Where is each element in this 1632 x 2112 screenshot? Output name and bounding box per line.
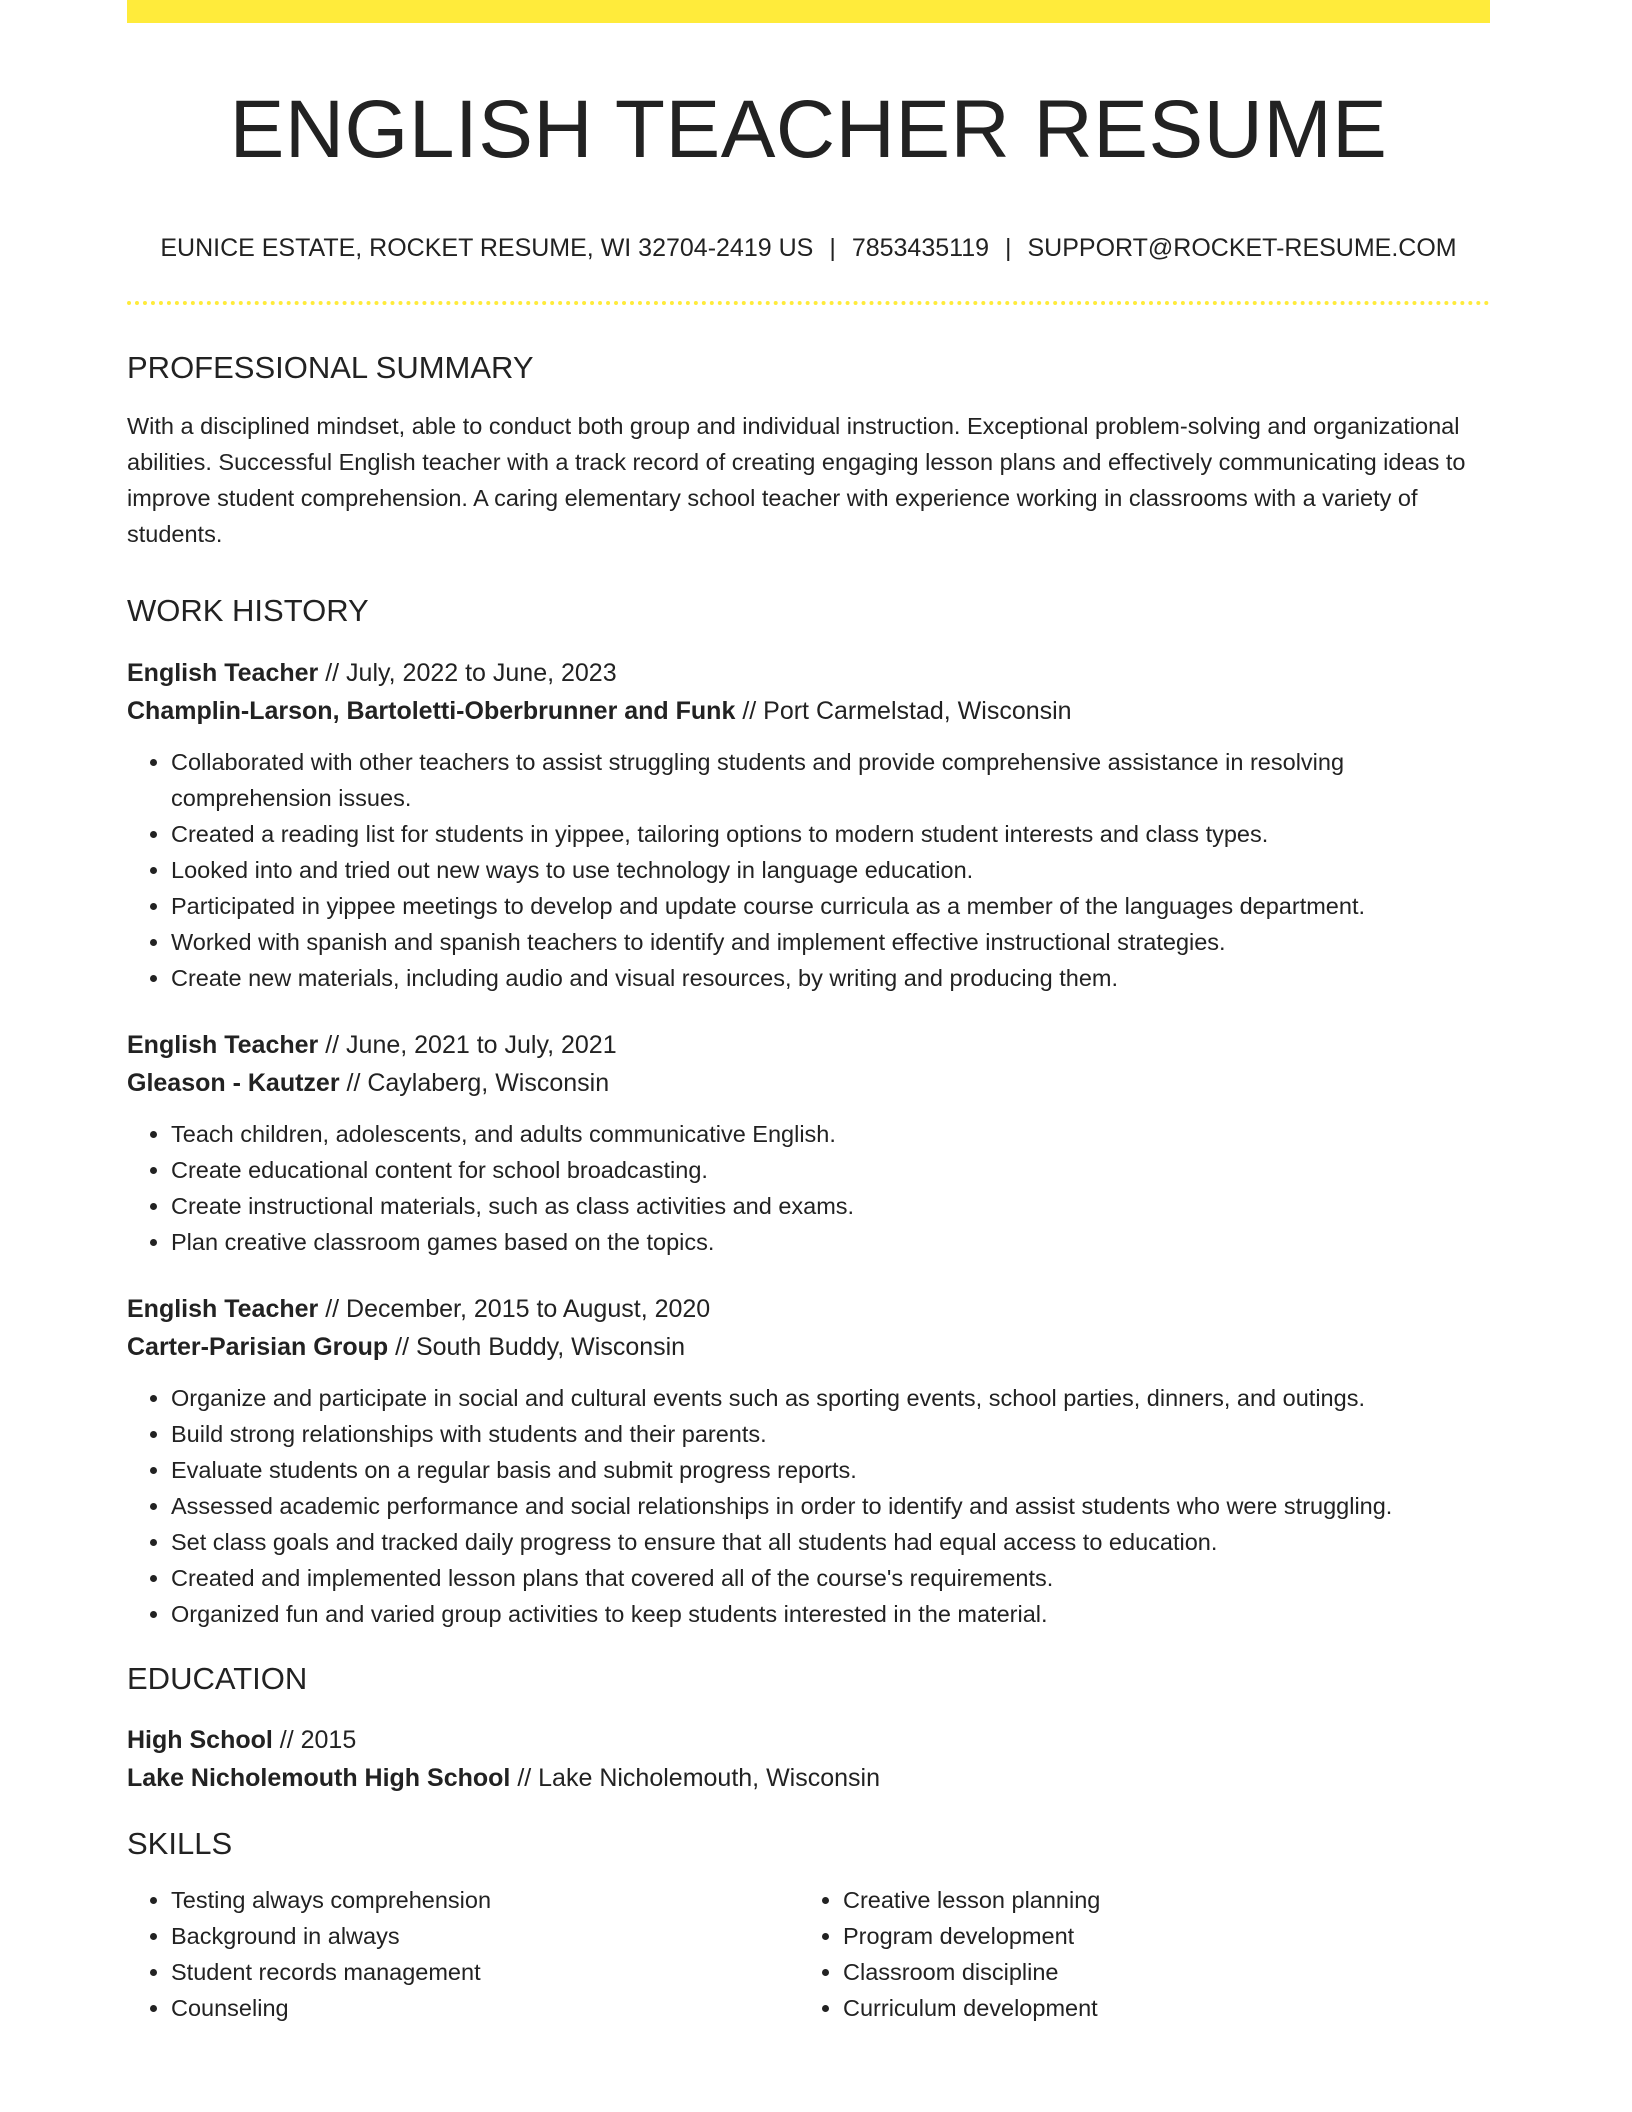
job-location: // Caylaberg, Wisconsin [339, 1068, 610, 1097]
list-item: • Create new materials, including audio and visual resources, by writing and producing them. [171, 960, 1490, 996]
education-location: // Lake Nicholemouth, Wisconsin [510, 1763, 880, 1792]
contact-line [127, 233, 1490, 263]
skills-left-list [127, 1882, 799, 2026]
skill-item: • Classroom discipline [843, 1954, 1471, 1990]
contact-address: EUNICE ESTATE, ROCKET RESUME, WI 32704-2419 US [160, 234, 814, 263]
skill-item: • Curriculum development [843, 1990, 1471, 2026]
skill-item: • Counseling [171, 1990, 799, 2026]
list-item: • Evaluate students on a regular basis and submit progress reports. [171, 1452, 1490, 1488]
resume-page [127, 0, 1490, 2026]
job-bullets [127, 744, 1490, 996]
education-degree-line [127, 1721, 1490, 1759]
list-item: • Looked into and tried out new ways to use technology in language education. [171, 852, 1490, 888]
education-school: Lake Nicholemouth High School [127, 1763, 511, 1792]
list-item: • Collaborated with other teachers to assist struggling students and provide comprehensive assistance in resolving comprehension issues. [171, 744, 1490, 816]
job-role: English Teacher [127, 658, 319, 687]
list-item: • Create educational content for school broadcasting. [171, 1152, 1490, 1188]
job-dates: // December, 2015 to August, 2020 [318, 1294, 711, 1323]
education-entry [127, 1721, 1490, 1797]
list-item: • Created and implemented lesson plans that covered all of the course's requirements. [171, 1560, 1490, 1596]
dotted-divider [127, 301, 1490, 305]
contact-separator: | [1005, 234, 1012, 263]
skills-columns [127, 1882, 1490, 2026]
summary-heading: PROFESSIONAL SUMMARY [127, 350, 534, 386]
list-item: • Set class goals and tracked daily progress to ensure that all students had equal access to education. [171, 1524, 1490, 1560]
work-history-heading: WORK HISTORY [127, 593, 369, 629]
education-school-line [127, 1759, 1490, 1797]
job-role: English Teacher [127, 1294, 319, 1323]
job-company-line [127, 1064, 1490, 1102]
skill-item: • Student records management [171, 1954, 799, 1990]
job-location: // Port Carmelstad, Wisconsin [735, 696, 1072, 725]
list-item: • Organized fun and varied group activities to keep students interested in the material. [171, 1596, 1490, 1632]
skill-item: • Testing always comprehension [171, 1882, 799, 1918]
list-item: • Build strong relationships with students and their parents. [171, 1416, 1490, 1452]
skills-right-list [799, 1882, 1471, 2026]
job-entry [127, 1290, 1490, 1632]
job-company: Gleason - Kautzer [127, 1068, 340, 1097]
list-item: • Created a reading list for students in yippee, tailoring options to modern student interests and class types. [171, 816, 1490, 852]
job-entry [127, 1026, 1490, 1260]
accent-top-bar [127, 0, 1490, 23]
job-location: // South Buddy, Wisconsin [388, 1332, 686, 1361]
skill-item: • Creative lesson planning [843, 1882, 1471, 1918]
list-item: • Create instructional materials, such as class activities and exams. [171, 1188, 1490, 1224]
education-degree: High School [127, 1725, 273, 1754]
job-company: Carter-Parisian Group [127, 1332, 389, 1361]
contact-separator: | [829, 234, 836, 263]
skill-item: • Program development [843, 1918, 1471, 1954]
education-heading: EDUCATION [127, 1660, 308, 1696]
education-year: // 2015 [272, 1725, 357, 1754]
skills-heading: SKILLS [127, 1825, 233, 1861]
job-dates: // July, 2022 to June, 2023 [318, 658, 617, 687]
list-item: • Teach children, adolescents, and adults communicative English. [171, 1116, 1490, 1152]
list-item: • Organize and participate in social and cultural events such as sporting events, school parties, dinners, and outings. [171, 1380, 1490, 1416]
job-entry [127, 654, 1490, 996]
job-bullets [127, 1116, 1490, 1260]
skill-item: • Background in always [171, 1918, 799, 1954]
job-role: English Teacher [127, 1030, 319, 1059]
job-role-line [127, 654, 1490, 692]
list-item: • Plan creative classroom games based on the topics. [171, 1224, 1490, 1260]
job-role-line [127, 1026, 1490, 1064]
summary-text: With a disciplined mindset, able to conduct both group and individual instruction. Exceptional problem-solving and organizational abilities. Successful English teacher with a track record of creating engaging lesson plans and effectively communicating ideas to improve student comprehension. A caring elementary school teacher with experience working in classrooms with a variety of students. [127, 413, 1466, 548]
contact-phone: 7853435119 [851, 234, 989, 263]
job-bullets [127, 1380, 1490, 1632]
resume-title: ENGLISH TEACHER RESUME [229, 84, 1388, 175]
job-company: Champlin-Larson, Bartoletti-Oberbrunner and Funk [127, 696, 736, 725]
job-dates: // June, 2021 to July, 2021 [318, 1030, 617, 1059]
list-item: • Worked with spanish and spanish teachers to identify and implement effective instructional strategies. [171, 924, 1490, 960]
contact-email: SUPPORT@ROCKET-RESUME.COM [1027, 234, 1457, 263]
job-role-line [127, 1290, 1490, 1328]
list-item: • Participated in yippee meetings to develop and update course curricula as a member of the languages department. [171, 888, 1490, 924]
job-company-line [127, 1328, 1490, 1366]
job-company-line [127, 692, 1490, 730]
list-item: • Assessed academic performance and social relationships in order to identify and assist students who were struggling. [171, 1488, 1490, 1524]
